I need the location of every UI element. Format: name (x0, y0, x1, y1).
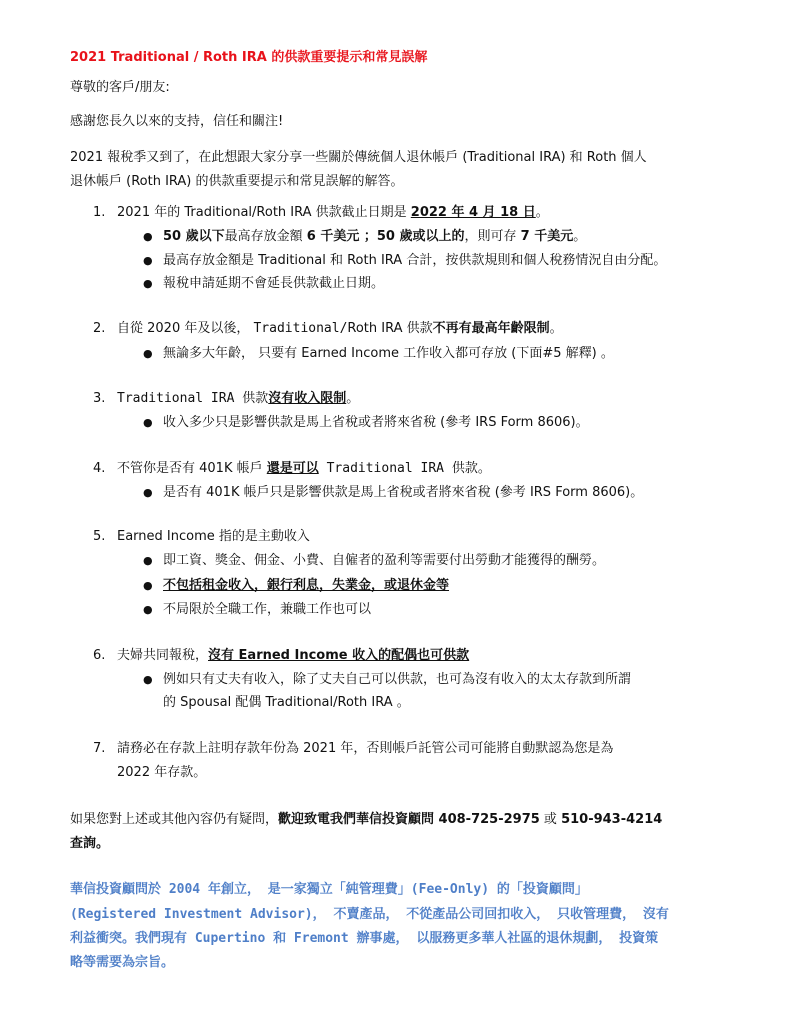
phone-cupertino: 510-943-4214 (561, 812, 663, 827)
bullet-icon: ● (143, 347, 153, 360)
item-4-text: 不管你是否有 401K 帳戶 還是可以 Traditional IRA 供款。 (117, 461, 491, 476)
item-6-bullet-1-line-2: 的 Spousal 配偶 Traditional/Roth IRA 。 (163, 695, 410, 710)
item-3-text: Traditional IRA 供款沒有收入限制。 (117, 391, 360, 406)
about-line-4: 略等需要為宗旨。 (70, 955, 175, 970)
item-1-number: 1. (93, 205, 106, 220)
contact-line: 如果您對上述或其他內容仍有疑問，歡迎致電我們華信投資顧問 408-725-2975 或 510-943-4214 (70, 812, 663, 827)
item-3-number: 3. (93, 391, 106, 406)
item-4-number: 4. (93, 461, 106, 476)
bullet-icon: ● (143, 486, 153, 499)
item-2-bullet-1: 無論多大年齡， 只要有 Earned Income 工作收入都可存放 (下面#5 解釋) 。 (163, 346, 614, 361)
bullet-icon: ● (143, 230, 153, 243)
item-7-number: 7. (93, 741, 106, 756)
item-7-line-1: 請務必在存款上註明存款年份為 2021 年，否則帳戶託管公司可能將自動默認為您是為 (117, 741, 614, 756)
bullet-icon: ● (143, 579, 153, 592)
greeting: 尊敬的客戶/朋友: (70, 80, 170, 95)
item-2-text: 自從 2020 年及以後， Traditional/Roth IRA 供款不再有最高年齡限制。 (117, 321, 563, 336)
item-6-text: 夫婦共同報稅，沒有 Earned Income 收入的配偶也可供款 (117, 648, 470, 663)
bullet-icon: ● (143, 416, 153, 429)
about-line-2: (Registered Investment Advisor)， 不賣產品， 不從產品公司回扣收入， 只收管理費， 沒有 (70, 907, 669, 922)
item-5-bullet-3: 不局限於全職工作，兼職工作也可以 (163, 602, 372, 617)
bullet-icon: ● (143, 554, 153, 567)
intro-line-1: 2021 報稅季又到了，在此想跟大家分享一些關於傳統個人退休帳戶 (Traditional IRA) 和 Roth 個人 (70, 150, 647, 165)
item-6-number: 6. (93, 648, 106, 663)
item-1-bullet-1: 50 歲以下最高存放金額 6 千美元 ；50 歲或以上的，則可存 7 千美元。 (163, 229, 587, 244)
phone-fremont: 歡迎致電我們華信投資顧問 408-725-2975 (278, 812, 540, 827)
item-1-text: 2021 年的 Traditional/Roth IRA 供款截止日期是 2022 年 4 月 18 日。 (117, 205, 549, 220)
item-5-number: 5. (93, 529, 106, 544)
bullet-icon: ● (143, 254, 153, 267)
item-1-bullet-2: 最高存放金額是 Traditional 和 Roth IRA 合計，按供款規則和個人稅務情況自由分配。 (163, 253, 667, 268)
item-3-bullet-1: 收入多少只是影響供款是馬上省稅或者將來省稅 (參考 IRS Form 8606)。 (163, 415, 589, 430)
item-6-bullet-1-line-1: 例如只有丈夫有收入，除了丈夫自己可以供款，也可為沒有收入的太太存款到所謂 (163, 672, 632, 687)
document-title: 2021 Traditional / Roth IRA 的供款重要提示和常見誤解 (70, 50, 428, 65)
intro-line-2: 退休帳戶 (Roth IRA) 的供款重要提示和常見誤解的解答。 (70, 174, 404, 189)
deadline-date: 2022 年 4 月 18 日 (410, 205, 536, 220)
bullet-icon: ● (143, 673, 153, 686)
item-5-text: Earned Income 指的是主動收入 (117, 529, 310, 544)
item-4-bullet-1: 是否有 401K 帳戶只是影響供款是馬上省稅或者將來省稅 (參考 IRS Form 8606)。 (163, 485, 644, 500)
item-5-bullet-1: 即工資、獎金、佣金、小費、自僱者的盈利等需要付出勞動才能獲得的酬勞。 (163, 553, 606, 568)
item-5-bullet-2: 不包括租金收入，銀行利息，失業金，或退休金等 (163, 578, 450, 593)
about-line-1: 華信投資顧問於 2004 年創立， 是一家獨立「純管理費」(Fee-Only) 的「投資顧問」 (70, 882, 588, 897)
bullet-icon: ● (143, 603, 153, 616)
contact-line-2: 查詢。 (70, 836, 110, 851)
bullet-icon: ● (143, 277, 153, 290)
item-2-number: 2. (93, 321, 106, 336)
item-7-line-2: 2022 年存款。 (117, 765, 207, 780)
item-1-bullet-3: 報稅申請延期不會延長供款截止日期。 (163, 276, 385, 291)
about-line-3: 利益衝突。我們現有 Cupertino 和 Fremont 辦事處， 以服務更多華人社區的退休規劃， 投資策 (70, 931, 659, 946)
thanks-line: 感謝您長久以來的支持，信任和關注! (70, 114, 284, 129)
